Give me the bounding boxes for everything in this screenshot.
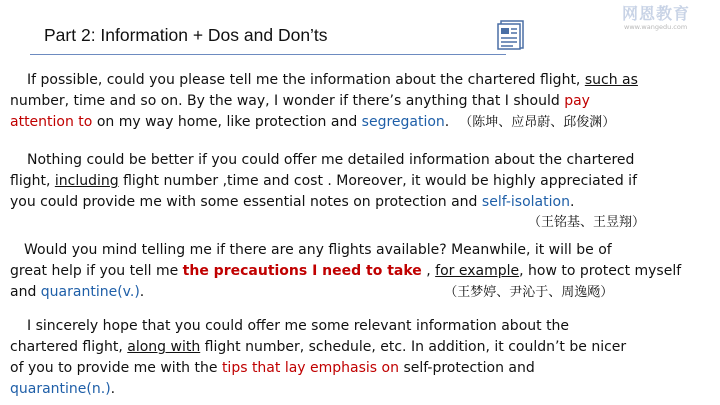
p1-line-2 — [10, 91, 710, 112]
paragraph-4 — [10, 316, 710, 400]
text-span: flight number, schedule, etc. In addition, it couldn’t be nicer — [200, 339, 627, 355]
text-span: If possible, could you please tell me the information about the chartered flight, — [27, 72, 585, 88]
text-span: Nothing could be better if you could offer me detailed information about the chartered — [27, 152, 635, 168]
author-names: （王铭基、王昱翔） — [528, 215, 646, 230]
underlined-phrase: along with — [127, 339, 201, 355]
p2-line-2 — [10, 171, 710, 192]
text-span: number, time and so on. By the way, I wonder if there’s anything that I should — [10, 93, 565, 109]
text-span: on my way home, like protection and — [92, 114, 362, 130]
p3-line-1 — [10, 240, 710, 261]
p4-line-1 — [10, 316, 710, 337]
author-names: （王梦婷、尹沁于、周逸飏） — [444, 285, 614, 300]
logo-text: 网恩教育 — [622, 4, 691, 23]
text-span: , how to protect myself — [519, 263, 682, 279]
underlined-phrase: such as — [584, 72, 638, 88]
slide-title: Part 2: Information + Dos and Don’ts — [44, 25, 328, 45]
text-span: self-protection and — [399, 360, 535, 376]
blue-phrase: quarantine(n.) — [10, 381, 111, 397]
text-span: . — [444, 114, 450, 130]
text-span: great help if you tell me — [10, 263, 183, 279]
blue-phrase: self-isolation — [481, 194, 570, 210]
document-icon — [497, 20, 525, 50]
p1-line-1 — [10, 70, 710, 91]
paragraph-3 — [10, 240, 710, 303]
paragraph-1 — [10, 70, 710, 133]
title-underline — [30, 54, 506, 55]
p4-line-4 — [10, 379, 710, 400]
paragraph-2 — [10, 150, 710, 232]
blue-phrase: quarantine(v.) — [40, 284, 140, 300]
red-phrase: pay — [564, 93, 590, 109]
underlined-phrase: for example — [435, 263, 520, 279]
text-span: . — [139, 284, 145, 300]
text-span: I sincerely hope that you could offer me some relevant information about the — [27, 318, 570, 334]
p4-line-2 — [10, 337, 710, 358]
blue-phrase: segregation — [361, 114, 445, 130]
text-span: . — [110, 381, 116, 397]
author-names: （陈坤、应昂蔚、邱俊渊） — [459, 115, 616, 130]
p1-line-3 — [10, 112, 710, 133]
text-span: and — [10, 284, 41, 300]
logo-url: www.wangedu.com — [624, 23, 688, 31]
p2-authors-line — [10, 213, 710, 232]
text-span: Would you mind telling me if there are any flights available? Meanwhile, it will be of — [24, 242, 612, 258]
red-phrase: tips that lay emphasis on — [221, 360, 399, 376]
brand-logo — [614, 1, 698, 35]
red-phrase: attention to — [10, 114, 93, 130]
text-span: of you to provide me with the — [10, 360, 222, 376]
red-phrase: the precautions I need to take — [182, 263, 422, 279]
text-span: flight, — [10, 173, 55, 189]
p3-line-3 — [10, 282, 710, 303]
text-span: you could provide me with some essential notes on protection and — [10, 194, 482, 210]
text-span: . — [569, 194, 575, 210]
text-span: flight number ,time and cost . Moreover, it would be highly appreciated if — [118, 173, 637, 189]
underlined-phrase: including — [54, 173, 119, 189]
p3-line-2 — [10, 261, 710, 282]
p2-line-1 — [10, 150, 710, 171]
text-span: , — [421, 263, 436, 279]
p4-line-3 — [10, 358, 710, 379]
p2-line-3 — [10, 192, 710, 213]
text-span: chartered flight, — [10, 339, 128, 355]
